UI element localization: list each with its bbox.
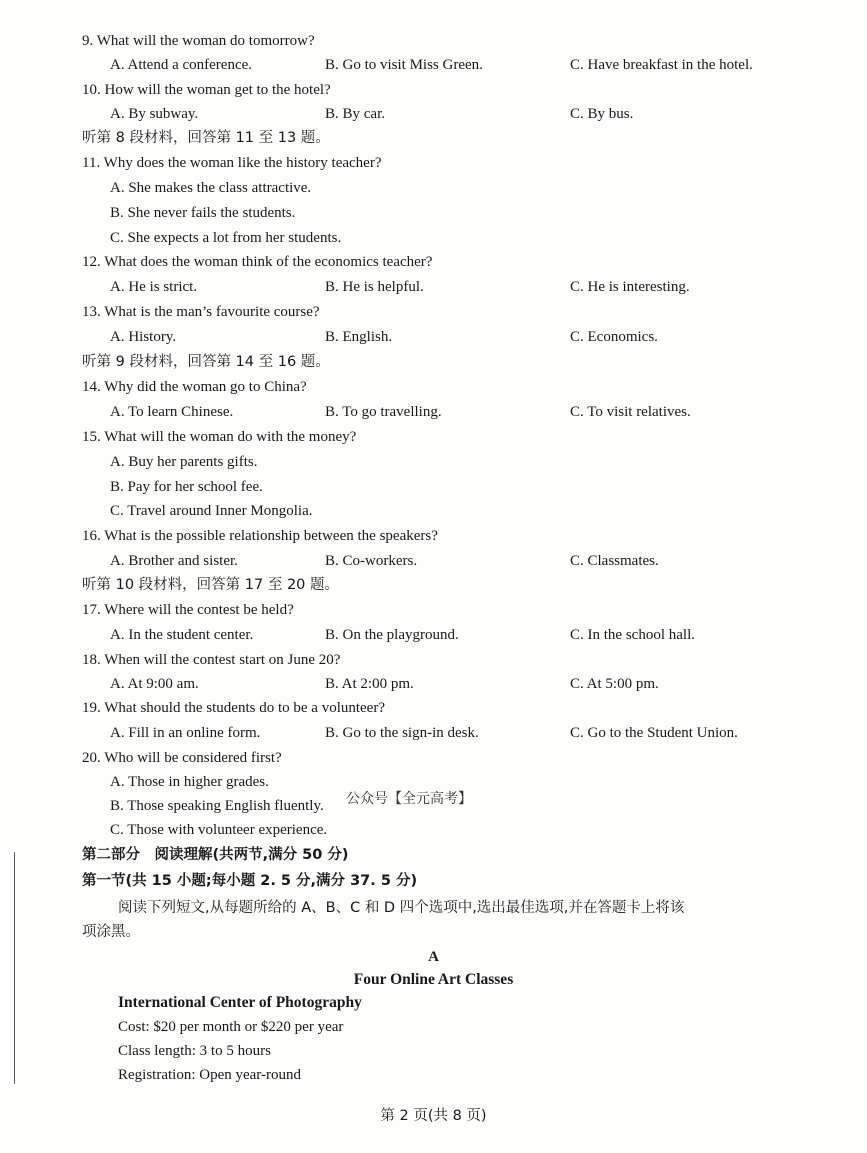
option-q14-c: C. To visit relatives.	[570, 404, 691, 420]
page-footer: 第 2 页(共 8 页)	[380, 1108, 487, 1124]
option-q16-c: C. Classmates.	[570, 553, 659, 569]
option-q14-b: B. To go travelling.	[325, 404, 442, 420]
option-q10-c: C. By bus.	[570, 106, 634, 122]
option-q14-a: A. To learn Chinese.	[110, 404, 234, 420]
option-q10-a: A. By subway.	[110, 106, 199, 122]
section-instruction: 听第 10 段材料，回答第 17 至 20 题。	[82, 577, 340, 593]
question-stem-q10: 10. How will the woman get to the hotel?	[82, 82, 331, 98]
option-q12-a: A. He is strict.	[110, 279, 198, 295]
part2-section1-title: 第一节(共 15 小题;每小题 2. 5 分,满分 37. 5 分)	[82, 873, 418, 889]
option-q17-b: B. On the playground.	[325, 627, 459, 643]
question-stem-q11: 11. Why does the woman like the history teacher?	[82, 155, 382, 171]
option-q15-b: B. Pay for her school fee.	[110, 479, 263, 495]
option-q11-c: C. She expects a lot from her students.	[110, 230, 342, 246]
option-q12-b: B. He is helpful.	[325, 279, 424, 295]
option-q10-b: B. By car.	[325, 106, 385, 122]
question-stem-q12: 12. What does the woman think of the economics teacher?	[82, 254, 433, 270]
option-q9-c: C. Have breakfast in the hotel.	[570, 57, 753, 73]
section-instruction: 听第 8 段材料，回答第 11 至 13 题。	[82, 130, 330, 146]
option-q19-a: A. Fill in an online form.	[110, 725, 261, 741]
instructions-line1: 阅读下列短文,从每题所给的 A、B、C 和 D 四个选项中,选出最佳选项,并在答题卡上将该	[118, 900, 685, 916]
watermark-text: 公众号【全元高考】	[346, 791, 472, 807]
instructions-line2: 项涂黑。	[82, 924, 140, 940]
option-q12-c: C. He is interesting.	[570, 279, 690, 295]
option-q13-c: C. Economics.	[570, 329, 658, 345]
option-q17-a: A. In the student center.	[110, 627, 254, 643]
option-q20-c: C. Those with volunteer experience.	[110, 822, 328, 838]
option-q20-a: A. Those in higher grades.	[110, 774, 269, 790]
question-stem-q9: 9. What will the woman do tomorrow?	[82, 33, 315, 49]
question-stem-q13: 13. What is the man’s favourite course?	[82, 304, 320, 320]
option-q13-a: A. History.	[110, 329, 177, 345]
option-q19-c: C. Go to the Student Union.	[570, 725, 738, 741]
question-stem-q20: 20. Who will be considered first?	[82, 750, 282, 766]
option-q15-c: C. Travel around Inner Mongolia.	[110, 503, 313, 519]
question-stem-q14: 14. Why did the woman go to China?	[82, 379, 307, 395]
section-instruction: 听第 9 段材料，回答第 14 至 16 题。	[82, 354, 330, 370]
passage-detail-registration: Registration: Open year-round	[118, 1067, 301, 1083]
question-stem-q15: 15. What will the woman do with the money?	[82, 429, 357, 445]
option-q13-b: B. English.	[325, 329, 393, 345]
option-q15-a: A. Buy her parents gifts.	[110, 454, 258, 470]
option-q20-b: B. Those speaking English fluently.	[110, 798, 324, 814]
question-stem-q19: 19. What should the students do to be a volunteer?	[82, 700, 385, 716]
option-q18-c: C. At 5:00 pm.	[570, 676, 659, 692]
passage-detail-cost: Cost: $20 per month or $220 per year	[118, 1019, 344, 1035]
option-q17-c: C. In the school hall.	[570, 627, 695, 643]
question-stem-q16: 16. What is the possible relationship between the speakers?	[82, 528, 438, 544]
passage-title: Four Online Art Classes	[353, 971, 514, 988]
option-q16-a: A. Brother and sister.	[110, 553, 238, 569]
part2-title: 第二部分 阅读理解(共两节,满分 50 分)	[82, 847, 349, 863]
margin-line	[14, 852, 15, 1084]
option-q11-b: B. She never fails the students.	[110, 205, 296, 221]
option-q11-a: A. She makes the class attractive.	[110, 180, 312, 196]
passage-letter: A	[428, 949, 439, 965]
option-q18-b: B. At 2:00 pm.	[325, 676, 414, 692]
option-q9-b: B. Go to visit Miss Green.	[325, 57, 483, 73]
option-q18-a: A. At 9:00 am.	[110, 676, 199, 692]
passage-subheading: International Center of Photography	[118, 994, 362, 1011]
question-stem-q17: 17. Where will the contest be held?	[82, 602, 294, 618]
option-q19-b: B. Go to the sign-in desk.	[325, 725, 479, 741]
option-q9-a: A. Attend a conference.	[110, 57, 253, 73]
question-stem-q18: 18. When will the contest start on June 20?	[82, 652, 341, 668]
option-q16-b: B. Co-workers.	[325, 553, 418, 569]
passage-detail-length: Class length: 3 to 5 hours	[118, 1043, 271, 1059]
